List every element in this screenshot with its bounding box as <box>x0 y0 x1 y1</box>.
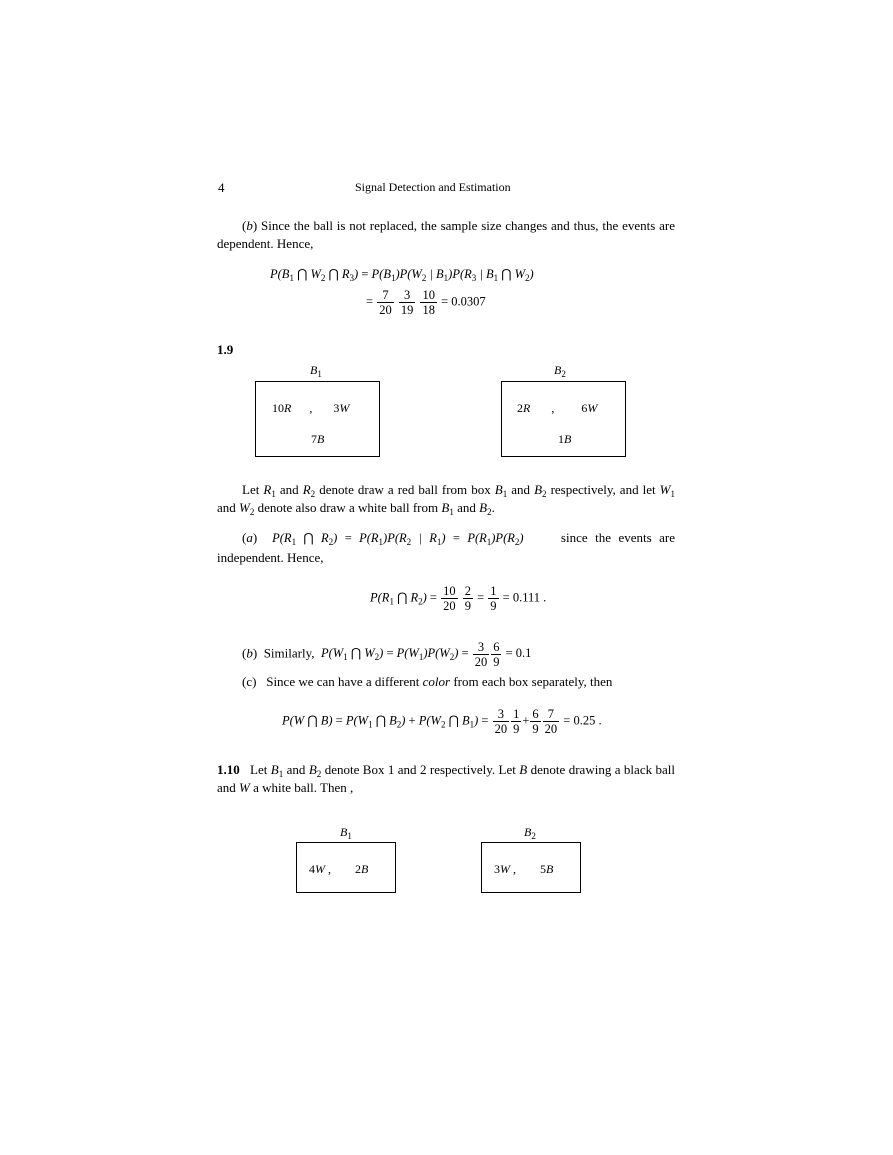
fraction: $\frac{7}{20}$ <box>379 288 392 317</box>
problem-1-10-paragraph: 1.10 Let $B_1$ and $B_2$ denote Box 1 and 2 respectively. Let B denote drawing a black ball and W a white ball. Then , <box>217 762 676 795</box>
box-b1 <box>255 381 380 457</box>
part-b-paragraph: (b) Since the ball is not replaced, the sample size changes and thus, the events are dependent. Hence, <box>217 218 675 251</box>
box-b2-label: $B_2$ <box>554 363 566 379</box>
paragraph-text: Since the ball is not replaced, the sample size changes and thus, the events are dependent. Hence, <box>217 218 675 251</box>
result-value: 0.1 <box>515 646 532 661</box>
part-c-line: (c) Since we can have a different color from each box separately, then <box>242 674 613 689</box>
result-value: 0.25 <box>573 713 596 728</box>
result-value: 0.111 <box>512 590 541 605</box>
problem-intro-paragraph: Let $R_1$ and $R_2$ denote draw a red ball from box $B_1$ and $B_2$ respectively, and let $W_1$ and $W_2$ denote also draw a white ball from $B_1$ and $B_2$. <box>217 482 676 517</box>
part-b-line: (b) Similarly, $P(W_1$ ⋂ $W_2) = P(W_1)P(W_2)$ = $\frac{3}{20}$ $\frac{6}{9}$ = 0.1 <box>242 640 532 669</box>
product-equation: = $\frac{7}{20}$ $\frac{3}{19}$ $\frac{10}{18}$ = 0.0307 <box>366 288 486 317</box>
box-b1 <box>296 842 396 893</box>
problem-number: 1.9 <box>217 342 234 357</box>
part-c-equation: P(W ⋂ $B) = P(W_1$ ⋂ $B_2) + P(W_2$ ⋂ $B_1$) = $\frac{3}{20}$ $\frac{1}{9}$ + $\frac{6}{9}$ $\frac{7}{20}$ = 0.25 . <box>282 707 602 736</box>
box-contents: 3W , 5B <box>494 862 554 876</box>
box-b2 <box>501 381 626 457</box>
result-value: 0.0307 <box>451 294 486 309</box>
part-a-continuation: independent. Hence, <box>217 550 324 565</box>
box-contents-red-white: 10R , 3W <box>272 401 350 415</box>
box-b2-label: $B_2$ <box>524 825 536 841</box>
part-a-line: (a) $P(R_1$ ⋂ $R_2) = P(R_1)P(R_2$ | $R_1) = P(R_1)P(R_2)$ since the events are <box>242 530 675 547</box>
fraction: $\frac{10}{18}$ <box>422 288 435 317</box>
box-contents-black: 7B <box>311 432 325 446</box>
running-title: Signal Detection and Estimation <box>355 180 511 194</box>
box-contents: 4W , 2B <box>309 862 369 876</box>
part-label: b <box>246 218 253 233</box>
fraction: $\frac{3}{19}$ <box>400 288 414 317</box>
conditional-probability-equation: $P(B_1$ ⋂ $W_2$ ⋂ $R_3) = P(B_1)P(W_2$ | $B_1)P(R_3$ | $B_1$ ⋂ $W_2$) <box>270 267 534 283</box>
part-a-equation: $P(R_1$ ⋂ $R_2$) = $\frac{10}{20}$ $\frac{2}{9}$ = $\frac{1}{9}$ = 0.111 . <box>370 584 547 613</box>
box-contents-red-white: 2R , 6W <box>517 401 598 415</box>
problem-number: 1.10 <box>217 762 240 777</box>
box-contents-black: 1B <box>558 432 572 446</box>
box-b1-label: $B_1$ <box>310 363 322 379</box>
box-b2 <box>481 842 581 893</box>
page-number: 4 <box>218 180 225 195</box>
box-b1-label: $B_1$ <box>340 825 352 841</box>
